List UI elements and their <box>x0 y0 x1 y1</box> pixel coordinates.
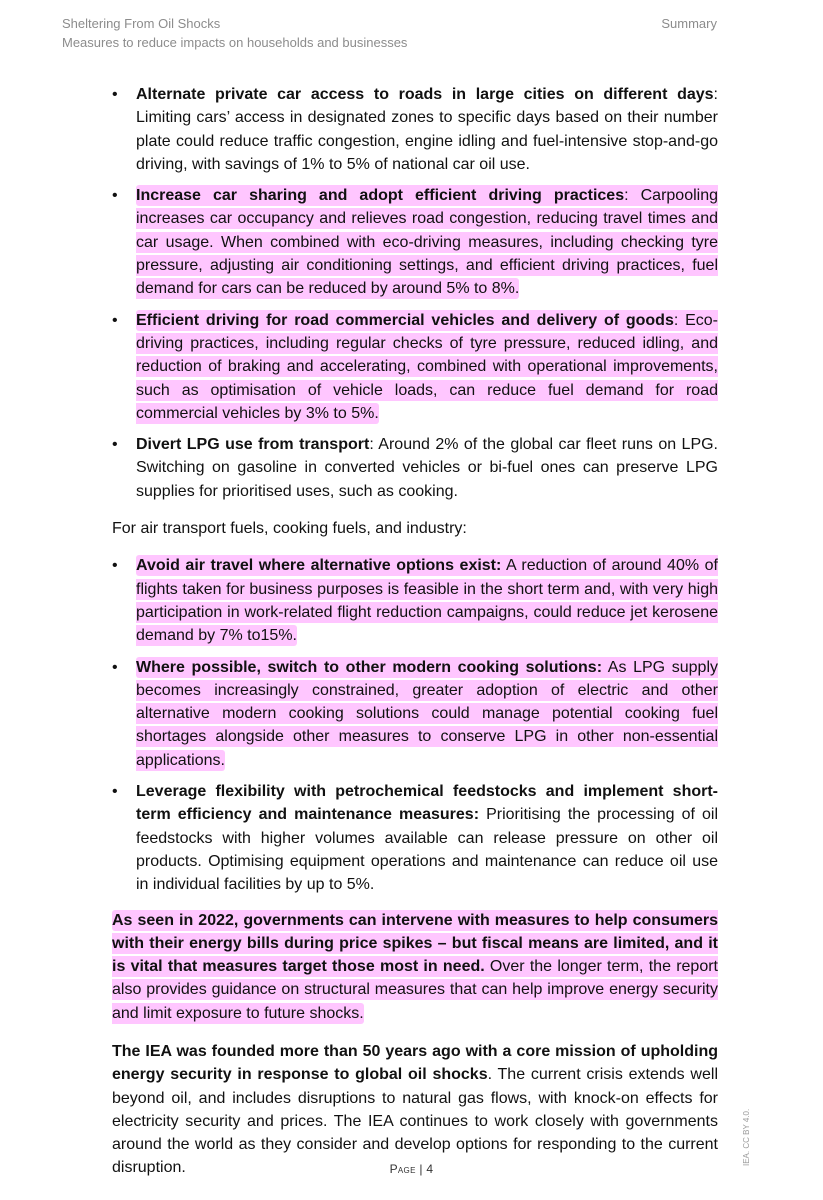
license-note: IEA. CC BY 4.0. <box>742 1108 751 1166</box>
other-measures-list <box>92 554 718 896</box>
para-text: Over the longer term, the report also provides guidance on structural measures that can help improve energy security and limit exposure to future shocks. <box>112 958 719 1022</box>
item-title: Divert LPG use from transport <box>136 436 370 454</box>
list-item <box>92 184 718 300</box>
highlight <box>136 657 718 771</box>
item-title: Alternate private car access to roads in large cities on different days <box>136 86 714 103</box>
list-item <box>92 309 718 425</box>
list-item <box>92 780 718 896</box>
item-title: Efficient driving for road commercial vehicles and delivery of goods <box>136 311 674 329</box>
item-text: Prioritising the processing of oil feedstocks with higher volumes available can release pressure on other oil products. Optimising equipment operations and maintenance can reduce oil use in individual facilities by up to 5%. <box>136 806 719 894</box>
page-separator: | <box>415 1162 427 1176</box>
item-text: Carpooling increases car occupancy and relieves road congestion, reducing travel times and car usage. When combined with eco-driving measures, including checking tyre pressure, adjusting air conditioning settings, and efficient driving practices, fuel demand for cars can be reduced by around 5% to 8%. <box>136 187 719 298</box>
item-title: Leverage flexibility with petrochemical feedstocks and implement short-term efficiency and maintenance measures: <box>136 783 718 824</box>
para-lead: As seen in 2022, governments can intervene with measures to help consumers with their energy bills during price spikes – but fiscal means are limited, and it is vital that measures target those most in need. <box>112 911 718 976</box>
section-label: Summary <box>661 16 717 31</box>
item-text: Eco-driving practices, including regular checks of tyre pressure, reduced idling, and reduction of braking and accelerating, combined with operational improvements, such as optimisation of vehicle loads, can reduce fuel demand for road commercial vehicles by 3% to 5%. <box>136 311 719 422</box>
highlight: Increase car sharing and adopt efficient driving practices: Carpooling increases car occupancy and relieves road congestion, reducing travel times and car usage. When combined with eco-driving measures, including checking tyre pressure, adjusting air conditioning settings, and efficient driving practices, fuel demand for cars can be reduced by around 5% to 8%. <box>136 187 719 298</box>
para-text: . The current crisis extends well beyond oil, and includes disruptions to natural gas flows, with knock-on effects for electricity security and prices. The IEA continues to work closely with governments around the world as they consider and develop options for responding to the current disruption. <box>112 1066 718 1177</box>
page-header <box>62 14 717 52</box>
iea-paragraph <box>112 1040 718 1180</box>
list-item <box>92 656 718 772</box>
item-title: Avoid air travel where alternative options exist: <box>136 557 502 575</box>
highlight <box>112 910 718 1024</box>
list-item: • Alternate private car access to roads in large cities on different days: Limiting cars’ access in designated zones to specific days based on their number plate could reduce traffic congestion, engine idling and fuel-intensive stop-and-go driving, with savings of 1% to 5% of national car oil use. <box>92 83 718 176</box>
report-subtitle: Measures to reduce impacts on households and businesses <box>62 35 408 50</box>
item-text: Around 2% of the global car fleet runs on LPG. Switching on gasoline in converted vehicles or bi-fuel ones can preserve LPG supplies for prioritised uses, such as cooking. <box>136 436 719 500</box>
item-text: A reduction of around 40% of flights taken for business purposes is feasible in the short term and, with very high participation in work-related flight reduction campaigns, could reduce jet kerosene demand by 7% to15%. <box>136 557 718 645</box>
page-footer <box>0 1162 823 1176</box>
list-item: • Divert LPG use from transport: Around 2% of the global car fleet runs on LPG. Switching on gasoline in converted vehicles or bi-fuel ones can preserve LPG supplies for prioritised uses, such as cooking. <box>92 433 718 503</box>
highlight <box>136 555 718 646</box>
page-number: 4 <box>426 1162 434 1176</box>
page-body <box>92 83 718 1195</box>
list-item <box>92 554 718 647</box>
item-title: Increase car sharing and adopt efficient driving practices <box>136 187 625 205</box>
fiscal-paragraph <box>112 909 718 1025</box>
header-left <box>62 14 407 52</box>
report-title: Sheltering From Oil Shocks <box>62 16 221 31</box>
highlight: Efficient driving for road commercial vehicles and delivery of goods: Eco-driving practices, including regular checks of tyre pressure, reduced idling, and reduction of braking and accelerating, combined with operational improvements, such as optimisation of vehicle loads, can reduce fuel demand for road commercial vehicles by 3% to 5%. <box>136 311 719 422</box>
para-lead: The IEA was founded more than 50 years ago with a core mission of upholding energy security in response to global oil shocks <box>112 1042 718 1084</box>
transport-measures-list <box>92 83 718 503</box>
item-text: Limiting cars’ access in designated zones to specific days based on their number plate could reduce traffic congestion, engine idling and fuel-intensive stop-and-go driving, with savings of 1% to 5% of national car oil use. <box>136 109 718 173</box>
page-label: Page <box>389 1162 416 1176</box>
item-title: Where possible, switch to other modern cooking solutions: <box>136 658 603 676</box>
item-text: As LPG supply becomes increasingly constrained, greater adoption of electric and other alternative modern cooking solutions could manage potential cooking fuel shortages alongside other measures to conserve LPG in other non-essential applications. <box>136 658 719 769</box>
section-intro: For air transport fuels, cooking fuels, and industry: <box>112 520 467 538</box>
